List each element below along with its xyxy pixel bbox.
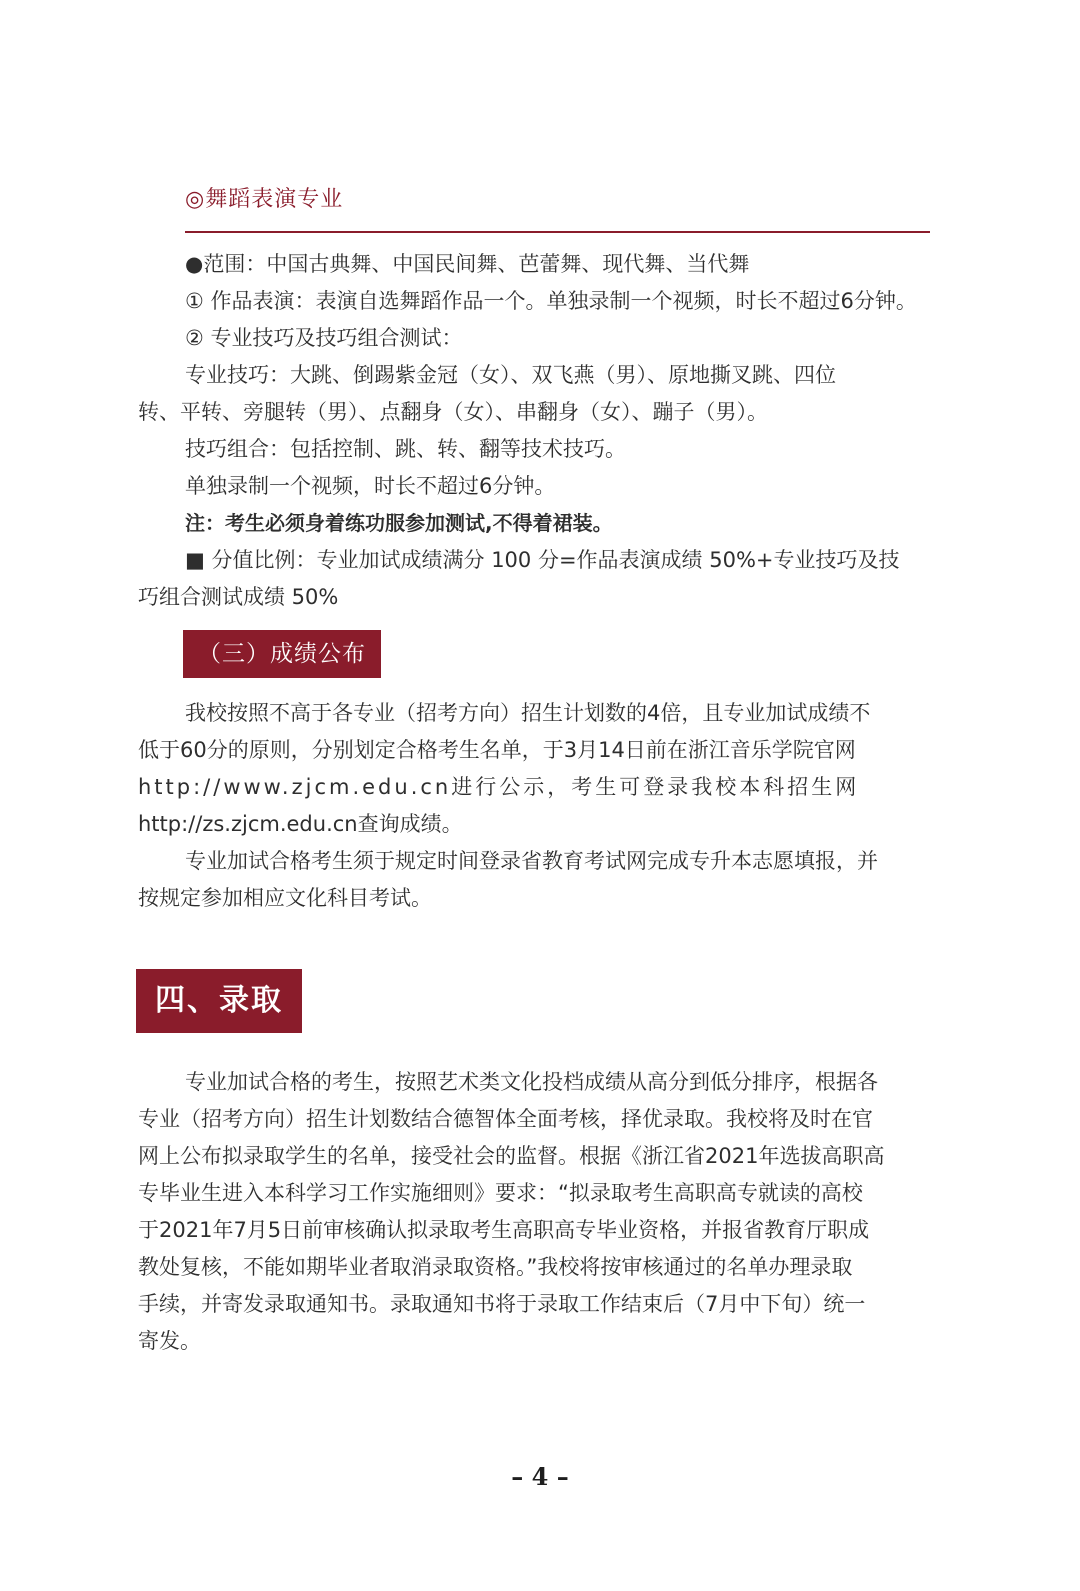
admission-banner: 四、录取 <box>136 969 302 1033</box>
results-p1-line-1: 我校按照不高于各专业（招考方向）招生计划数的4倍，且专业加试成绩不 <box>185 701 871 725</box>
results-p2-line-2: 按规定参加相应文化科目考试。 <box>138 886 432 910</box>
results-p1-line-3: http://www.zjcm.edu.cn进行公示，考生可登录我校本科招生网 <box>138 775 860 799</box>
admission-line: 网上公布拟录取学生的名单，接受社会的监督。根据《浙江省2021年选拔高职高 <box>138 1144 885 1168</box>
admission-line: 专毕业生进入本科学习工作实施细则》要求：“拟录取考生高职高专就读的高校 <box>138 1181 863 1205</box>
note-line: 注：考生必须身着练功服参加测试,不得着裙装。 <box>185 511 613 535</box>
admission-line: 手续，并寄发录取通知书。录取通知书将于录取工作结束后（7月中下旬）统一 <box>138 1292 866 1316</box>
skills-line-2: 转、平转、旁腿转（男）、点翻身（女）、串翻身（女）、蹦子（男）。 <box>138 400 768 424</box>
score-ratio-line-1: ■ 分值比例：专业加试成绩满分 100 分=作品表演成绩 50%+专业技巧及技 <box>185 548 900 572</box>
combo-line: 技巧组合：包括控制、跳、转、翻等技术技巧。 <box>185 437 626 461</box>
results-p1-line-2: 低于60分的原则，分别划定合格考生名单，于3月14日前在浙江音乐学院官网 <box>138 738 856 762</box>
results-banner: （三）成绩公布 <box>183 630 381 678</box>
admission-line: 专业加试合格的考生，按照艺术类文化投档成绩从高分到低分排序，根据各 <box>185 1070 878 1094</box>
results-p2-line-1: 专业加试合格考生须于规定时间登录省教育考试网完成专升本志愿填报，并 <box>185 849 878 873</box>
page-number: – 4 – <box>511 1462 569 1491</box>
score-ratio-line-2: 巧组合测试成绩 50% <box>138 585 339 609</box>
admission-line: 寄发。 <box>138 1329 201 1353</box>
admission-line: 教处复核，不能如期毕业者取消录取资格。”我校将按审核通过的名单办理录取 <box>138 1255 853 1279</box>
item-skills-test: ② 专业技巧及技巧组合测试： <box>185 326 463 350</box>
skills-line-1: 专业技巧：大跳、倒踢紫金冠（女）、双飞燕（男）、原地撕叉跳、四位 <box>185 363 836 387</box>
results-p1-line-4: http://zs.zjcm.edu.cn查询成绩。 <box>138 812 463 836</box>
admission-line: 专业（招考方向）招生计划数结合德智体全面考核，择优录取。我校将及时在官 <box>138 1107 873 1131</box>
record-line: 单独录制一个视频，时长不超过6分钟。 <box>185 474 556 498</box>
dance-section-heading: ◎舞蹈表演专业 <box>185 187 344 212</box>
item-performance: ① 作品表演：表演自选舞蹈作品一个。单独录制一个视频，时长不超过6分钟。 <box>185 289 917 313</box>
scope-line: ●范围：中国古典舞、中国民间舞、芭蕾舞、现代舞、当代舞 <box>185 252 750 276</box>
section-divider <box>185 231 930 233</box>
admission-line: 于2021年7月5日前审核确认拟录取考生高职高专毕业资格，并报省教育厅职成 <box>138 1218 870 1242</box>
